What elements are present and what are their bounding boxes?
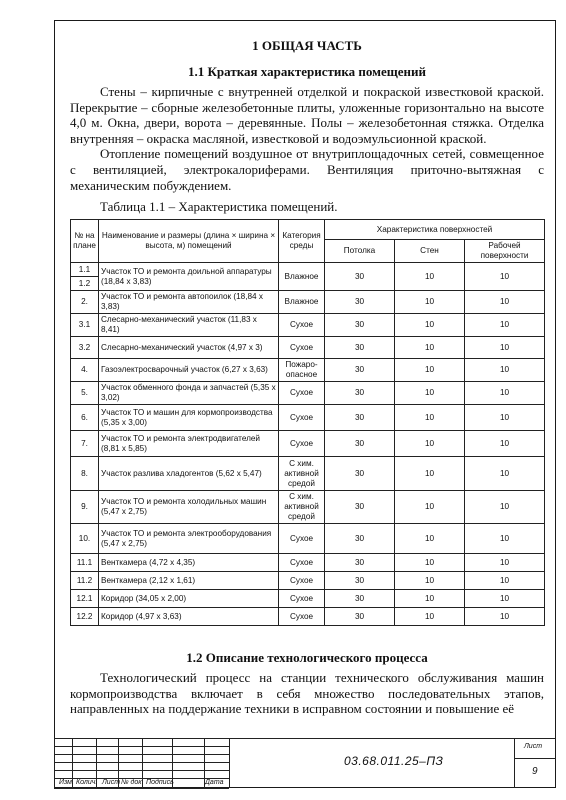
header-category: Категория среды [279, 220, 325, 263]
cell-name: Слесарно-механический участок (11,83 x 8,41) [99, 314, 279, 337]
paragraph-process: Технологический процесс на станции технического обслуживания машин кормопроизводства включает в себя множество последовательных этапов, направленных на поддержание техники в исправном состоянии и повышение её [70, 670, 544, 717]
cell-ceiling: 30 [325, 314, 395, 337]
cell-num: 10. [71, 524, 99, 554]
cell-walls: 10 [395, 291, 465, 314]
cell-category: Влажное [279, 291, 325, 314]
title-block-hline [54, 770, 229, 771]
cell-work-surface: 10 [465, 431, 545, 457]
stamp-ndok: № док. [121, 779, 144, 786]
cell-category: Сухое [279, 314, 325, 337]
cell-num: 6. [71, 405, 99, 431]
cell-name: Газоэлектросварочный участок (6,27 x 3,63) [99, 359, 279, 382]
cell-category: Пожаро-опасное [279, 359, 325, 382]
cell-ceiling: 30 [325, 337, 395, 359]
header-name: Наименование и размеры (длина × ширина × высота, м) помещений [99, 220, 279, 263]
cell-num: 5. [71, 382, 99, 405]
cell-work-surface: 10 [465, 572, 545, 590]
title-block-vline [229, 738, 230, 788]
cell-walls: 10 [395, 263, 465, 291]
cell-ceiling: 30 [325, 291, 395, 314]
cell-name: Слесарно-механический участок (4,97 x 3) [99, 337, 279, 359]
title-block [54, 738, 556, 788]
cell-walls: 10 [395, 314, 465, 337]
cell-category: Сухое [279, 431, 325, 457]
title-block-top-line [54, 738, 556, 739]
table-row [71, 359, 545, 382]
cell-work-surface: 10 [465, 291, 545, 314]
cell-work-surface: 10 [465, 405, 545, 431]
cell-num: 7. [71, 431, 99, 457]
table-row [71, 491, 545, 524]
cell-num: 3.1 [71, 314, 99, 337]
title-block-hline [54, 746, 229, 747]
sheet-cell-hline [514, 758, 556, 759]
cell-work-surface: 10 [465, 608, 545, 626]
cell-ceiling: 30 [325, 590, 395, 608]
cell-category: Влажное [279, 263, 325, 291]
table-row [71, 382, 545, 405]
stamp-izm: Изм. [59, 779, 74, 786]
cell-num: 1.2 [71, 277, 99, 291]
cell-work-surface: 10 [465, 524, 545, 554]
header-ceiling: Потолка [325, 240, 395, 263]
cell-walls: 10 [395, 359, 465, 382]
section-title: 1 ОБЩАЯ ЧАСТЬ [252, 38, 362, 53]
header-work-surface: Рабочей поверхности [465, 240, 545, 263]
cell-num: 8. [71, 457, 99, 491]
cell-work-surface: 10 [465, 554, 545, 572]
cell-ceiling: 30 [325, 554, 395, 572]
table-caption: Таблица 1.1 – Характеристика помещений. [100, 199, 338, 215]
cell-walls: 10 [395, 572, 465, 590]
rooms-table [70, 219, 545, 626]
cell-work-surface: 10 [465, 590, 545, 608]
paragraph-walls: Стены – кирпичные с внутренней отделкой и покраской известковой краской. Перекрытие – сборные железобетонные плиты, уложенные горизонтально на высоте 4,0 м. Окна, двери, ворота – деревянные. Полы – железобетонная стяжка. Отделка внутренняя – окраска масляной, известковой и водоэмульсионной краской. [70, 84, 544, 146]
header-surface: Характеристика поверхностей [325, 220, 545, 240]
cell-ceiling: 30 [325, 524, 395, 554]
cell-num: 1.1 [71, 263, 99, 277]
table-body [71, 263, 545, 626]
cell-num: 9. [71, 491, 99, 524]
sheet-number: 9 [532, 766, 538, 777]
table-row [71, 572, 545, 590]
subsection-title-1: 1.1 Краткая характеристика помещений [188, 64, 426, 79]
cell-walls: 10 [395, 405, 465, 431]
cell-name: Коридор (34,05 x 2,00) [99, 590, 279, 608]
cell-name: Участок ТО и ремонта доильной аппаратуры (18,84 x 3,83) [99, 263, 279, 291]
stamp-podp: Подпись [146, 779, 174, 786]
cell-name: Участок обменного фонда и запчастей (5,35 x 3,02) [99, 382, 279, 405]
header-num: № на плане [71, 220, 99, 263]
cell-name: Венткамера (4,72 x 4,35) [99, 554, 279, 572]
cell-ceiling: 30 [325, 608, 395, 626]
cell-work-surface: 10 [465, 382, 545, 405]
cell-work-surface: 10 [465, 491, 545, 524]
cell-walls: 10 [395, 524, 465, 554]
table-wrapper [70, 219, 544, 642]
cell-name: Участок ТО и ремонта холодильных машин (5,47 x 2,75) [99, 491, 279, 524]
cell-walls: 10 [395, 554, 465, 572]
cell-ceiling: 30 [325, 405, 395, 431]
cell-ceiling: 30 [325, 263, 395, 291]
sheet-cell-divider [514, 738, 515, 788]
header-walls: Стен [395, 240, 465, 263]
cell-work-surface: 10 [465, 314, 545, 337]
table-row [71, 405, 545, 431]
stamp-data: Дата [205, 779, 224, 786]
document-number: 03.68.011.25–ПЗ [344, 754, 444, 768]
cell-walls: 10 [395, 431, 465, 457]
cell-num: 11.1 [71, 554, 99, 572]
stamp-list: Лист [102, 779, 121, 786]
cell-work-surface: 10 [465, 337, 545, 359]
subsection-title-2: 1.2 Описание технологического процесса [186, 650, 428, 666]
cell-name: Участок ТО и ремонта электрооборудования (5,47 x 2,75) [99, 524, 279, 554]
cell-category: Сухое [279, 554, 325, 572]
cell-walls: 10 [395, 590, 465, 608]
stamp-kol: Колич. [76, 779, 98, 786]
table-row [71, 314, 545, 337]
cell-num: 11.2 [71, 572, 99, 590]
paragraph-heating: Отопление помещений воздушное от внутриплощадочных сетей, совмещенное с вентиляцией, электрокалориферами. Вентиляция приточно-вытяжная с механическим побуждением. [70, 146, 544, 193]
cell-ceiling: 30 [325, 491, 395, 524]
table-row [71, 590, 545, 608]
cell-walls: 10 [395, 337, 465, 359]
cell-num: 3.2 [71, 337, 99, 359]
document-body [70, 38, 544, 717]
table-row [71, 554, 545, 572]
title-block-hline [54, 754, 229, 755]
cell-ceiling: 30 [325, 457, 395, 491]
cell-name: Коридор (4,97 x 3,63) [99, 608, 279, 626]
table-row [71, 524, 545, 554]
cell-walls: 10 [395, 457, 465, 491]
cell-category: Сухое [279, 590, 325, 608]
cell-name: Участок ТО и ремонта электродвигателей (8,81 x 5,85) [99, 431, 279, 457]
cell-num: 12.2 [71, 608, 99, 626]
cell-walls: 10 [395, 608, 465, 626]
cell-ceiling: 30 [325, 572, 395, 590]
table-row [71, 457, 545, 491]
table-row [71, 291, 545, 314]
cell-ceiling: 30 [325, 382, 395, 405]
cell-walls: 10 [395, 491, 465, 524]
cell-category: Сухое [279, 572, 325, 590]
table-row [71, 608, 545, 626]
title-block-hline [54, 762, 229, 763]
cell-num: 2. [71, 291, 99, 314]
cell-num: 4. [71, 359, 99, 382]
cell-category: Сухое [279, 608, 325, 626]
sheet-label: Лист [524, 743, 543, 750]
cell-num: 12.1 [71, 590, 99, 608]
cell-work-surface: 10 [465, 263, 545, 291]
cell-work-surface: 10 [465, 359, 545, 382]
cell-name: Участок разлива хладогентов (5,62 x 5,47) [99, 457, 279, 491]
cell-name: Венткамера (2,12 x 1,61) [99, 572, 279, 590]
cell-category: Сухое [279, 524, 325, 554]
cell-category: Сухое [279, 337, 325, 359]
cell-name: Участок ТО и машин для кормопроизводства (5,35 x 3,00) [99, 405, 279, 431]
cell-category: С хим. активной средой [279, 491, 325, 524]
title-block-hline [54, 788, 229, 789]
cell-walls: 10 [395, 382, 465, 405]
table-row [71, 431, 545, 457]
cell-work-surface: 10 [465, 457, 545, 491]
cell-category: Сухое [279, 382, 325, 405]
cell-category: Сухое [279, 405, 325, 431]
cell-ceiling: 30 [325, 431, 395, 457]
table-row [71, 337, 545, 359]
cell-ceiling: 30 [325, 359, 395, 382]
cell-category: С хим. активной средой [279, 457, 325, 491]
cell-name: Участок ТО и ремонта автопоилок (18,84 x 3,83) [99, 291, 279, 314]
table-row [71, 263, 545, 277]
